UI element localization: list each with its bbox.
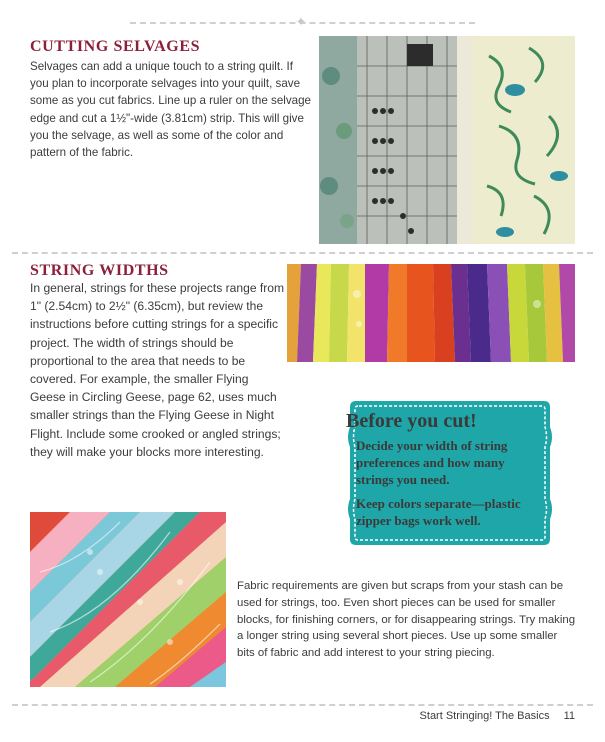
page-number: 11 [563, 710, 575, 722]
before-you-cut-callout [346, 397, 554, 549]
fabric-strings-photo [287, 264, 575, 362]
footer-title: Start Stringing! The Basics [419, 710, 550, 722]
string-widths-heading: STRING WIDTHS [30, 262, 169, 279]
divider-ornament-icon: ✦ [295, 14, 307, 29]
selvage-ruler-photo [319, 36, 575, 244]
callout-title: Before you cut! [346, 410, 477, 432]
middle-divider [12, 252, 593, 254]
string-quilt-photo [30, 512, 226, 687]
string-widths-text: In general, strings for these projects range from 1" (2.54cm) to 2½" (6.35cm), but review the instructions before cutting strings for a specific project. The width of strings should be proportional to the area that needs to be covered. For example, the smaller Flying Geese in Circling Geese, page 62, uses much smaller strings than the Flying Geese in Night Flight. Include some crooked or angled strings; they will make your blocks more interesting. [30, 281, 285, 459]
callout-line-2: Keep colors separate—plastic zipper bags work well. [356, 496, 521, 528]
page-footer [420, 710, 575, 722]
callout-line-1: Decide your width of string preferences and how many strings you need. [356, 438, 508, 487]
bottom-divider [12, 704, 593, 706]
cutting-selvages-heading: CUTTING SELVAGES [30, 38, 201, 55]
cutting-selvages-text: Selvages can add a unique touch to a string quilt. If you plan to incorporate selvages into your quilt, save some as you cut fabrics. Line up a ruler on the selvage edge and cut a 1½"-wide (3.81cm) strip. This will give you the selvage, as well as some of the color and pattern of the fabric. [30, 60, 311, 160]
fabric-requirements-text: Fabric requirements are given but scraps from your stash can be used for strings, too. Even short pieces can be used for smaller blocks, for finishing corners, or for disappearing strings. Try making a longer string using several short pieces. Use up some smaller bits of fabric and add interest to your string piecing. [237, 580, 576, 660]
